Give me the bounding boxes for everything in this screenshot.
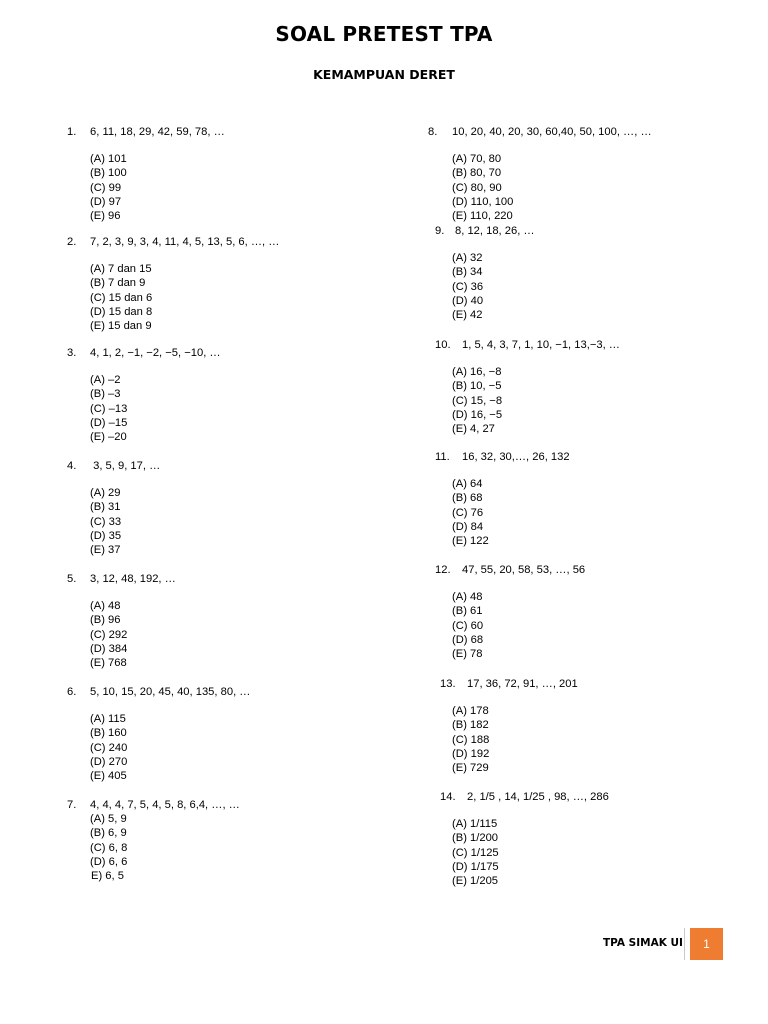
- option: (B) 182: [452, 719, 489, 732]
- option: (D) 68: [452, 633, 484, 646]
- question-text: 8, 12, 18, 26, …: [455, 225, 535, 237]
- question-6: [67, 685, 250, 783]
- options-list: [90, 262, 279, 333]
- option: (D) 110, 100: [452, 195, 514, 208]
- question-number: 10.: [435, 339, 451, 351]
- option: (B) 31: [90, 501, 121, 514]
- option: (D) 16, −5: [452, 408, 503, 421]
- option: (B) 80, 70: [452, 167, 502, 180]
- question-number: 8.: [428, 126, 438, 138]
- option: (D) 40: [452, 294, 484, 307]
- question-number: 13.: [440, 678, 456, 690]
- question-9: [435, 224, 535, 322]
- question-10: [435, 338, 620, 436]
- question-text: 47, 55, 20, 58, 53, …, 56: [462, 564, 586, 576]
- option: (A) 16, −8: [452, 366, 502, 379]
- option: (B) 6, 9: [90, 827, 127, 840]
- option: (C) 60: [452, 619, 484, 632]
- options-list: [452, 365, 620, 436]
- option: (C) 6, 8: [90, 841, 128, 854]
- options-list: [90, 599, 176, 670]
- question-8: [428, 125, 652, 223]
- option: (A) 5, 9: [90, 813, 127, 826]
- question-7: [67, 798, 240, 883]
- question-3: [67, 346, 221, 444]
- question-text: 1, 5, 4, 3, 7, 1, 10, −1, 13,−3, …: [462, 339, 620, 351]
- option: (C) 1/125: [452, 846, 499, 859]
- question-number: 1.: [67, 126, 77, 138]
- question-number: 3.: [67, 347, 77, 359]
- option: (B) 61: [452, 605, 483, 618]
- option: (E) –20: [90, 431, 127, 444]
- option: (E) 15 dan 9: [90, 320, 152, 333]
- question-number: 12.: [435, 564, 451, 576]
- options-list: [452, 477, 570, 548]
- option: (B) 7 dan 9: [90, 277, 146, 290]
- page-number-badge: [690, 928, 723, 960]
- question-text: 5, 10, 15, 20, 45, 40, 135, 80, …: [90, 686, 251, 698]
- options-list: [90, 712, 250, 783]
- option: (B) –3: [90, 388, 121, 401]
- option: (C) 240: [90, 741, 128, 754]
- option: (A) 32: [452, 252, 483, 265]
- question-number: 14.: [440, 791, 456, 803]
- question-number: 6.: [67, 686, 77, 698]
- option: (B) 10, −5: [452, 380, 502, 393]
- page-number: 1: [703, 937, 710, 951]
- footer-divider: [684, 928, 685, 960]
- option: (D) 35: [90, 529, 122, 542]
- document-title: SOAL PRETEST TPA: [275, 22, 493, 46]
- option: (E) 110, 220: [452, 210, 513, 223]
- question-text: 4, 1, 2, −1, −2, −5, −10, …: [90, 347, 221, 359]
- option: (C) 99: [90, 181, 122, 194]
- options-list: [452, 251, 535, 322]
- options-list: [452, 817, 609, 888]
- option: (A) 48: [90, 600, 121, 613]
- question-text: 4, 4, 4, 7, 5, 4, 5, 8, 6,4, …, …: [90, 799, 240, 811]
- options-list: [90, 373, 221, 444]
- question-13: [440, 677, 578, 775]
- question-number: 11.: [435, 451, 450, 463]
- question-text: 2, 1/5 , 14, 1/25 , 98, …, 286: [467, 791, 609, 803]
- option: (A) 1/115: [452, 818, 498, 831]
- option: (D) 192: [452, 747, 490, 760]
- option: (E) 122: [452, 535, 489, 548]
- question-text: 7, 2, 3, 9, 3, 4, 11, 4, 5, 13, 5, 6, …, …: [90, 236, 280, 248]
- option: (B) 1/200: [452, 832, 499, 845]
- option: (E) 729: [452, 762, 489, 775]
- option: (C) –13: [90, 402, 128, 415]
- option: (A) 70, 80: [452, 153, 502, 166]
- option: (E) 42: [452, 309, 483, 322]
- option: (A) 178: [452, 705, 489, 718]
- options-list: [452, 152, 652, 223]
- question-number: 9.: [435, 225, 445, 237]
- question-1: [67, 125, 225, 223]
- option: (D) 270: [90, 755, 128, 768]
- option: (B) 34: [452, 266, 483, 279]
- question-14: [440, 790, 609, 888]
- options-list: [90, 152, 225, 223]
- question-text: 16, 32, 30,…, 26, 132: [462, 451, 570, 463]
- option: (A) 48: [452, 591, 483, 604]
- option: (C) 36: [452, 280, 484, 293]
- question-text: 3, 5, 9, 17, …: [90, 460, 161, 472]
- question-text: 3, 12, 48, 192, …: [90, 573, 176, 585]
- option: (C) 33: [90, 515, 122, 528]
- option: (A) 64: [452, 478, 483, 491]
- question-text: 17, 36, 72, 91, …, 201: [467, 678, 578, 690]
- option: (B) 68: [452, 492, 483, 505]
- option: (D) 1/175: [452, 860, 499, 873]
- options-list: [452, 590, 585, 661]
- option: (A) 7 dan 15: [90, 263, 152, 276]
- option: (D) 84: [452, 520, 484, 533]
- option: (D) –15: [90, 416, 128, 429]
- question-text: 6, 11, 18, 29, 42, 59, 78, …: [90, 126, 225, 138]
- option: (C) 15, −8: [452, 394, 503, 407]
- option: (C) 15 dan 6: [90, 291, 153, 304]
- question-number: 4.: [67, 460, 77, 472]
- option: (D) 6, 6: [90, 855, 128, 868]
- option: (A) 29: [90, 487, 121, 500]
- option: (C) 76: [452, 506, 484, 519]
- option: (B) 160: [90, 727, 127, 740]
- option: (E) 4, 27: [452, 423, 495, 436]
- option: (D) 384: [90, 642, 128, 655]
- option: (D) 15 dan 8: [90, 305, 153, 318]
- options-list: [90, 486, 160, 557]
- question-text: 10, 20, 40, 20, 30, 60,40, 50, 100, …, …: [452, 126, 652, 138]
- option: (A) 101: [90, 153, 127, 166]
- option: (A) –2: [90, 374, 121, 387]
- option: (E) 96: [90, 210, 121, 223]
- option: (C) 188: [452, 733, 490, 746]
- option: (C) 292: [90, 628, 128, 641]
- footer-label: TPA SIMAK UI: [603, 937, 683, 949]
- option: (A) 115: [90, 713, 126, 726]
- question-2: [67, 235, 279, 333]
- question-12: [435, 563, 585, 661]
- question-4: [67, 459, 160, 557]
- question-11: [435, 450, 570, 548]
- option: (E) 37: [90, 544, 121, 557]
- option: (E) 1/205: [452, 875, 499, 888]
- question-5: [67, 572, 176, 670]
- options-list: [90, 812, 240, 883]
- option: (C) 80, 90: [452, 181, 502, 194]
- option: (D) 97: [90, 195, 122, 208]
- options-list: [452, 704, 578, 775]
- option: (E) 78: [452, 648, 483, 661]
- option: E) 6, 5: [91, 870, 124, 883]
- section-subtitle: KEMAMPUAN DERET: [313, 67, 455, 82]
- question-number: 7.: [67, 799, 77, 811]
- option: (E) 405: [90, 770, 127, 783]
- option: (B) 100: [90, 167, 127, 180]
- question-number: 2.: [67, 236, 77, 248]
- option: (B) 96: [90, 614, 121, 627]
- question-number: 5.: [67, 573, 77, 585]
- option: (E) 768: [90, 657, 127, 670]
